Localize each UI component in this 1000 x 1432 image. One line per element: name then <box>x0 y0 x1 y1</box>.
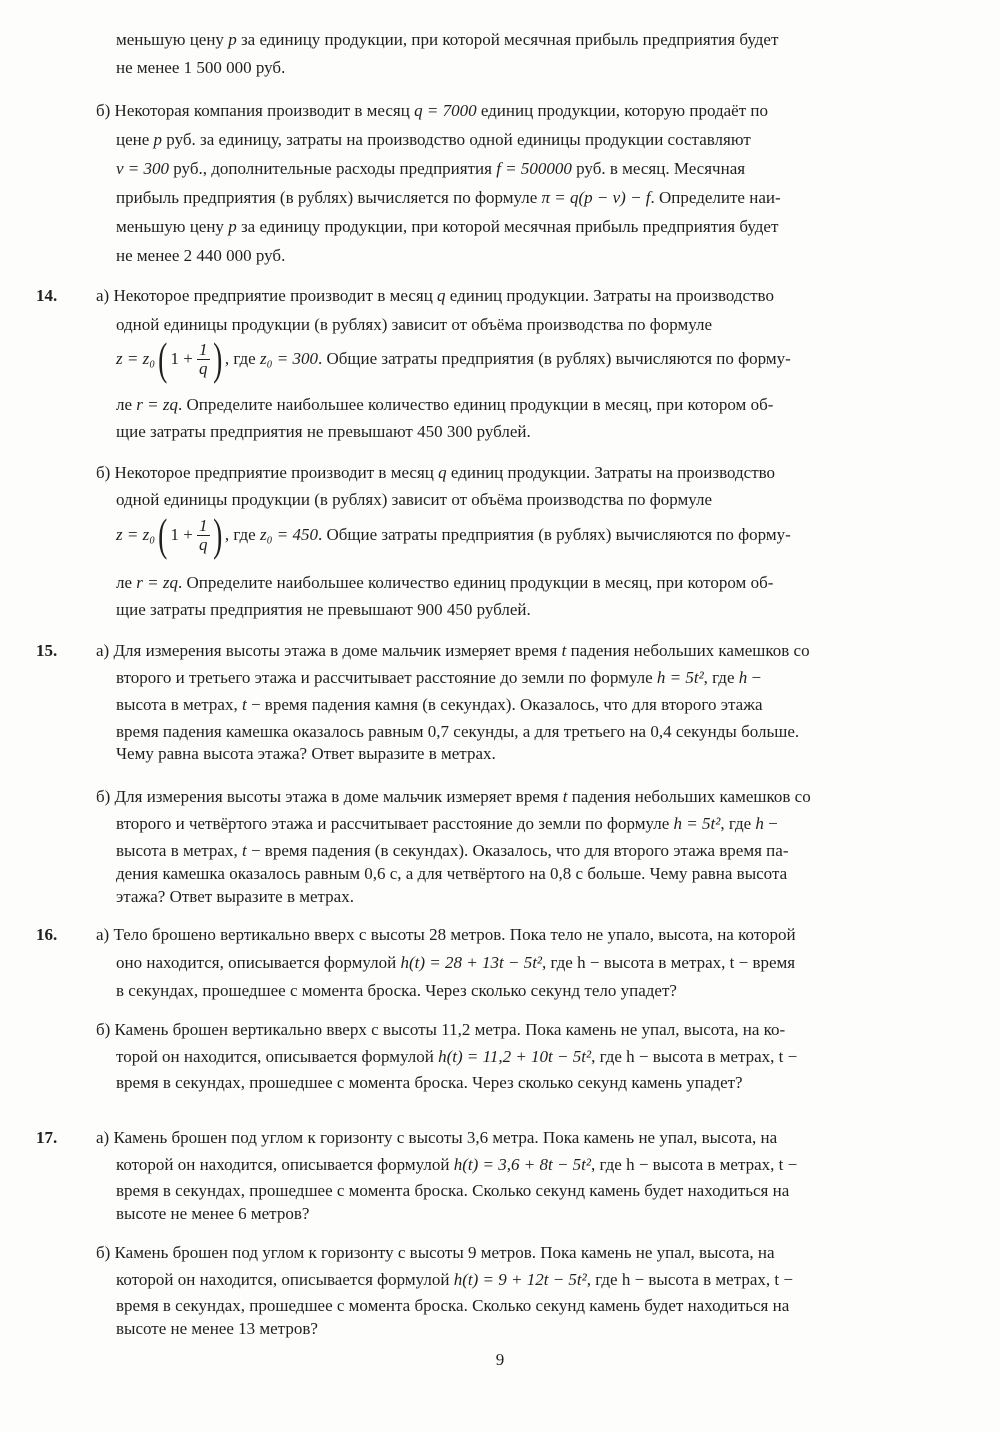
p17b-line-1: б) Камень брошен под углом к горизонту с высоты 9 метров. Пока камень не упал, высота, на <box>96 1243 775 1262</box>
text: высота в метрах, <box>116 841 238 860</box>
p13b-line-1 <box>96 97 768 125</box>
text: единиц продукции. Затраты на производство <box>450 463 776 482</box>
math: 1 + <box>170 525 193 544</box>
text: руб. за единицу, затраты на производство одной единицы продукции составляют <box>166 130 751 149</box>
problem-number-17: 17. <box>36 1128 58 1147</box>
text: , где <box>224 349 256 368</box>
p16a-line-1: а) Тело брошено вертикально вверх с высоты 28 метров. Пока тело не упало, высота, на которой <box>96 925 796 944</box>
problem-number-14: 14. <box>36 286 58 305</box>
page-number: 9 <box>495 1350 505 1369</box>
math: p <box>153 130 163 149</box>
p14b-formula-line <box>116 509 791 564</box>
text: которой он находится, описывается формулой <box>116 1155 450 1174</box>
text: падения небольших камешков со <box>571 787 811 806</box>
math: v = 300 <box>116 159 170 178</box>
p16a-line-2 <box>116 949 795 977</box>
text: меньшую цену <box>116 30 224 49</box>
p17a-line-3: время в секундах, прошедшее с момента броска. Сколько секунд камень будет находиться на <box>116 1181 790 1200</box>
math: f = 500000 <box>496 159 572 178</box>
math: t <box>561 641 567 660</box>
text: цене <box>116 130 150 149</box>
text: , где <box>703 668 735 687</box>
text: . Общие затраты предприятия (в рублях) вычисляются по форму- <box>317 349 791 368</box>
math: π = q(p − v) − f <box>541 188 651 207</box>
text: которой он находится, описывается формулой <box>116 1270 450 1289</box>
p16b-line-3: время в секундах, прошедшее с момента броска. Через сколько секунд камень упадет? <box>116 1073 743 1092</box>
text: второго и четвёртого этажа и рассчитывает расстояние до земли по формуле <box>116 814 670 833</box>
math: z₀ = 450 <box>259 525 318 544</box>
text: меньшую цену <box>116 217 224 236</box>
p13b-line-3 <box>116 155 745 183</box>
math: z₀ = 300 <box>259 349 318 368</box>
text: оно находится, описывается формулой <box>116 953 397 972</box>
p16a-line-3: в секундах, прошедшее с момента броска. Через сколько секунд тело упадет? <box>116 981 677 1000</box>
math: h(t) = 28 + 13t − 5t² <box>400 953 543 972</box>
text: . Определите наибольшее количество единиц продукции в месяц, при котором об- <box>177 573 774 592</box>
math: r = zq <box>136 395 178 414</box>
text: , где <box>224 525 256 544</box>
text: , где h − высота в метрах, t − время <box>542 953 796 972</box>
right-paren: ) <box>212 509 222 560</box>
math: t <box>241 695 247 714</box>
text: единиц продукции. Затраты на производство <box>449 286 774 305</box>
math: h(t) = 9 + 12t − 5t² <box>453 1270 587 1289</box>
p16b-line-2 <box>116 1043 797 1071</box>
p17b-line-2 <box>116 1266 793 1294</box>
text: ле <box>116 573 133 592</box>
p15a-line-2 <box>116 664 761 692</box>
text: падения небольших камешков со <box>570 641 810 660</box>
problem-number-16: 16. <box>36 925 58 944</box>
p14a-line-1 <box>96 282 774 310</box>
math: t <box>241 841 247 860</box>
text: руб. в месяц. Месячная <box>576 159 746 178</box>
fraction: $\frac{1}{q}$ <box>199 515 208 554</box>
p15a-line-4: время падения камешка оказалось равным 0,7 секунды, а для третьего на 0,4 секунды больше. <box>116 722 800 741</box>
text: единиц продукции, которую продаёт по <box>480 101 768 120</box>
math: q = 7000 <box>414 101 477 120</box>
text: ле <box>116 395 133 414</box>
text: б) Некоторое предприятие производит в месяц <box>96 463 434 482</box>
text: − время падения камня (в секундах). Оказалось, что для второго этажа <box>250 695 763 714</box>
math: z = z₀ <box>116 349 156 368</box>
math: r = zq <box>136 573 178 592</box>
text: а) Некоторое предприятие производит в месяц <box>96 286 433 305</box>
fraction: $\frac{1}{q}$ <box>199 339 208 378</box>
p14b-line-1 <box>96 459 775 487</box>
math: h(t) = 11,2 + 10t − 5t² <box>438 1047 592 1066</box>
text: − время падения (в секундах). Оказалось, что для второго этажа время па- <box>250 841 789 860</box>
text: . Общие затраты предприятия (в рублях) вычисляются по форму- <box>317 525 791 544</box>
text: , где h − высота в метрах, t − <box>586 1270 793 1289</box>
math: q <box>437 286 446 305</box>
right-paren: ) <box>212 333 222 384</box>
p13b-line-5 <box>116 213 778 241</box>
text: за единицу продукции, при которой месячная прибыль предприятия будет <box>240 30 779 49</box>
text: а) Для измерения высоты этажа в доме мальчик измеряет время <box>96 641 558 660</box>
p17b-line-4: высоте не менее 13 метров? <box>116 1319 318 1338</box>
p15b-line-1 <box>96 783 811 811</box>
p17a-line-2 <box>116 1151 797 1179</box>
p13b-line-2 <box>116 126 751 154</box>
problem-number-15: 15. <box>36 641 58 660</box>
text: высота в метрах, <box>116 695 238 714</box>
p13b-line-6: не менее 2 440 000 руб. <box>116 246 286 265</box>
p15a-line-1 <box>96 637 810 665</box>
math: h(t) = 3,6 + 8t − 5t² <box>453 1155 591 1174</box>
p15b-line-5: этажа? Ответ выразите в метрах. <box>116 887 354 906</box>
text: прибыль предприятия (в рублях) вычисляется по формуле <box>116 188 538 207</box>
math: p <box>228 217 237 236</box>
text: второго и третьего этажа и рассчитывает расстояние до земли по формуле <box>116 668 653 687</box>
p17a-line-4: высоте не менее 6 метров? <box>116 1204 310 1223</box>
text: руб., дополнительные расходы предприятия <box>173 159 492 178</box>
text: − <box>751 668 762 687</box>
math: h <box>738 668 748 687</box>
p14b-line-5: щие затраты предприятия не превышают 900 450 рублей. <box>116 600 531 619</box>
text: за единицу продукции, при которой месячная прибыль предприятия будет <box>240 217 779 236</box>
p14b-line-2: одной единицы продукции (в рублях) зависит от объёма производства по формуле <box>116 490 712 509</box>
math: h = 5t² <box>656 668 704 687</box>
text: , где h − высота в метрах, t − <box>591 1155 798 1174</box>
p16b-line-1: б) Камень брошен вертикально вверх с высоты 11,2 метра. Пока камень не упал, высота, на ко- <box>96 1020 786 1039</box>
p15b-line-4: дения камешка оказалось равным 0,6 с, а для четвёртого на 0,8 с больше. Чему равна высота <box>116 864 788 883</box>
carry-line-2: не менее 1 500 000 руб. <box>116 58 286 77</box>
math: h <box>755 814 764 833</box>
math: p <box>228 30 237 49</box>
p15b-line-2 <box>116 810 778 838</box>
text: , где <box>720 814 752 833</box>
text: б) Для измерения высоты этажа в доме мальчик измеряет время <box>96 787 559 806</box>
p14a-line-4 <box>116 391 773 419</box>
text: б) Некоторая компания производит в месяц <box>96 101 410 120</box>
p14b-line-4 <box>116 569 773 597</box>
math: t <box>562 787 568 806</box>
p17b-line-3: время в секундах, прошедшее с момента броска. Сколько секунд камень будет находиться на <box>116 1296 790 1315</box>
math: 1 + <box>170 349 193 368</box>
text: , где h − высота в метрах, t − <box>591 1047 798 1066</box>
math: h = 5t² <box>673 814 721 833</box>
math: z = z₀ <box>116 525 156 544</box>
text: − <box>768 814 778 833</box>
p14a-line-2: одной единицы продукции (в рублях) зависит от объёма производства по формуле <box>116 315 712 334</box>
text: . Определите наи- <box>650 188 781 207</box>
left-paren: ( <box>158 333 168 384</box>
p15a-line-3 <box>116 691 763 719</box>
carry-line-1 <box>116 26 778 54</box>
p14a-formula-line <box>116 333 791 388</box>
p17a-line-1: а) Камень брошен под углом к горизонту с высоты 3,6 метра. Пока камень не упал, высота, на <box>96 1128 778 1147</box>
text: торой он находится, описывается формулой <box>116 1047 434 1066</box>
text: . Определите наибольшее количество единиц продукции в месяц, при котором об- <box>177 395 774 414</box>
p15a-line-5: Чему равна высота этажа? Ответ выразите в метрах. <box>116 744 496 763</box>
p14a-line-5: щие затраты предприятия не превышают 450 300 рублей. <box>116 422 531 441</box>
p13b-line-4 <box>116 184 781 212</box>
math: q <box>438 463 447 482</box>
left-paren: ( <box>158 509 168 560</box>
